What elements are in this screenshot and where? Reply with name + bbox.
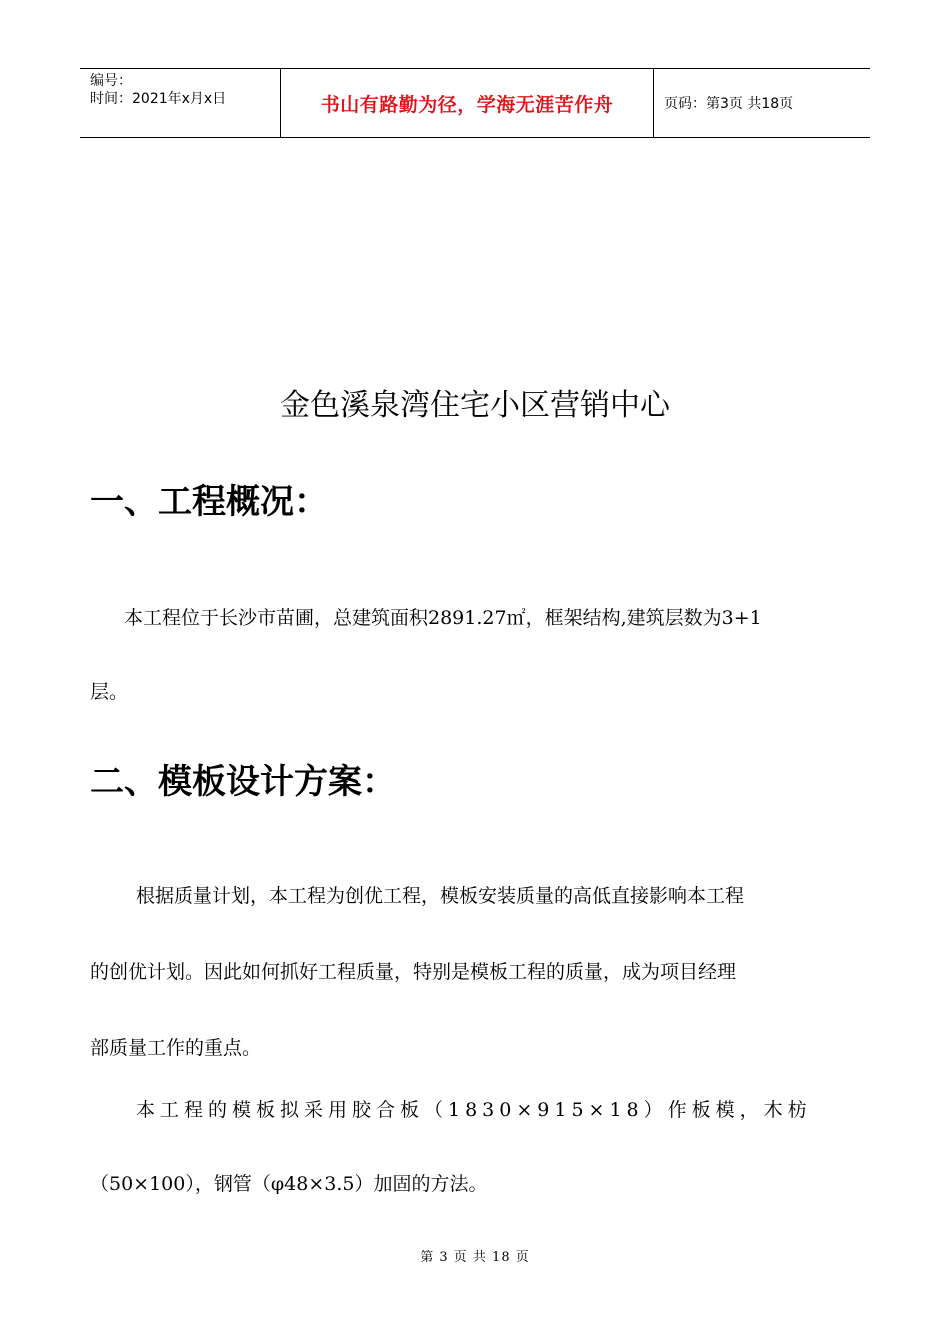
page-info: 页码：第3页 共18页	[664, 96, 794, 112]
number-label: 编号：	[90, 73, 132, 89]
header-meta-cell	[80, 69, 281, 137]
section-heading-formwork: 二、模板设计方案：	[90, 762, 396, 802]
overview-paragraph-line1: 本工程位于长沙市苗圃，总建筑面积2891.27㎡，框架结构,建筑层数为3+1	[124, 607, 762, 629]
formwork-paragraph1-line1: 根据质量计划，本工程为创优工程，模板安装质量的高低直接影响本工程	[136, 885, 745, 907]
document-title: 金色溪泉湾住宅小区营销中心	[280, 388, 670, 423]
header-page-cell	[654, 69, 870, 137]
formwork-paragraph1-line2: 的创优计划。因此如何抓好工程质量，特别是模板工程的质量，成为项目经理	[90, 961, 737, 983]
page-header	[80, 68, 870, 138]
section-heading-overview: 一、工程概况：	[90, 482, 328, 522]
time-label: 时间：2021年x月x日	[90, 91, 227, 107]
overview-paragraph-line2: 层。	[90, 681, 129, 703]
formwork-paragraph1-line3: 部质量工作的重点。	[90, 1037, 262, 1059]
formwork-paragraph2-line2: （50×100），钢管（φ48×3.5）加固的方法。	[90, 1173, 488, 1195]
header-motto-cell	[281, 69, 654, 137]
formwork-paragraph2-line1: 本工程的模板拟采用胶合板（1830×915×18）作板模，木枋	[136, 1099, 812, 1121]
motto-text: 书山有路勤为径，学海无涯苦作舟	[320, 93, 614, 116]
page-footer: 第 3 页 共 18 页	[420, 1250, 530, 1265]
